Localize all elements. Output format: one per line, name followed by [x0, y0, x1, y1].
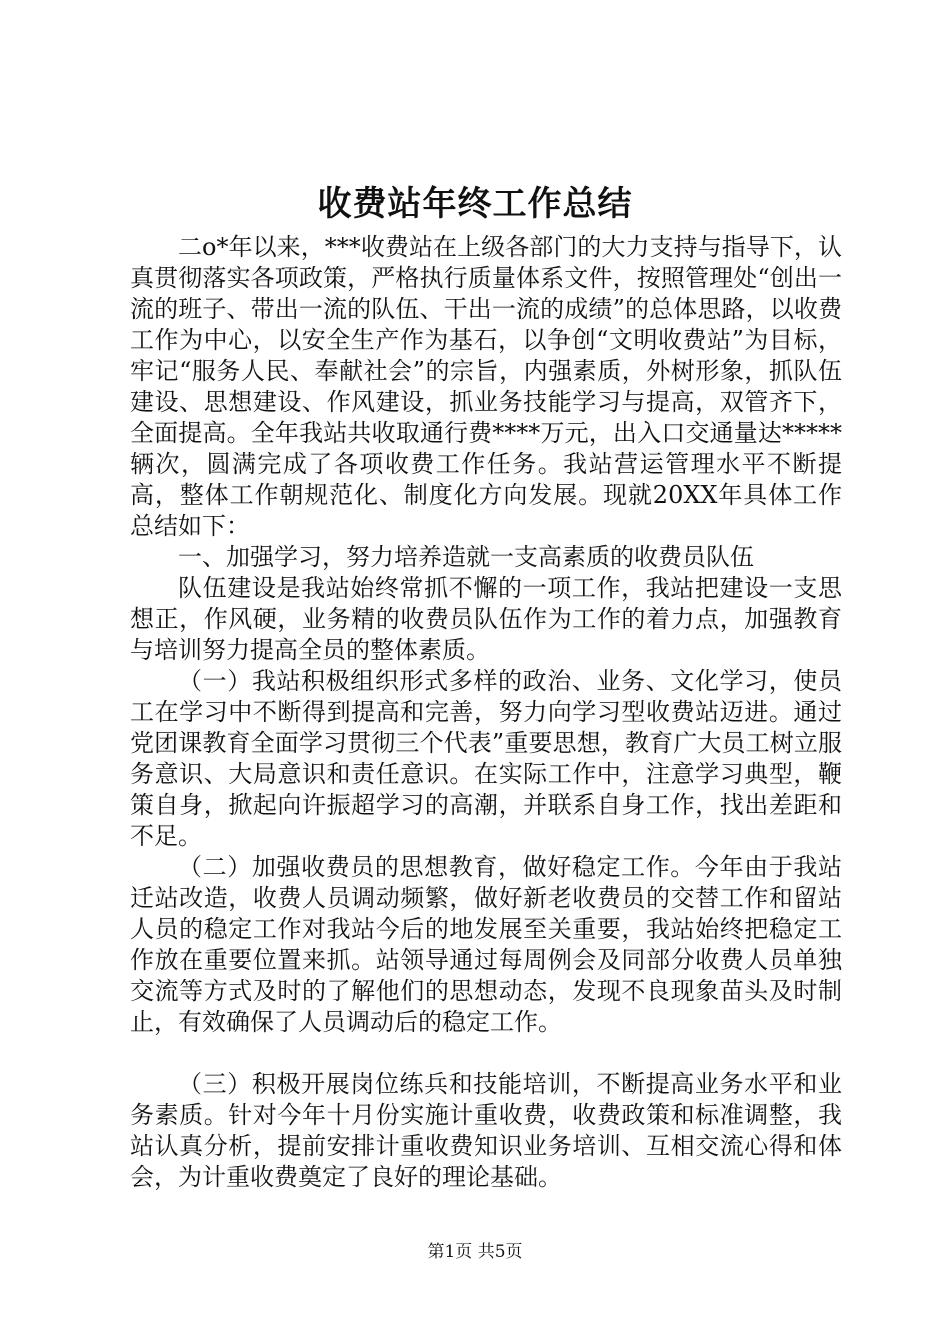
document-body [130, 232, 842, 1193]
paragraph-section-heading: 一、加强学习，努力培养造就一支高素质的收费员队伍 [178, 543, 754, 571]
paragraph-item-3: （三）积极开展岗位练兵和技能培训，不断提高业务水平和业务素质。针对今年十月份实施计重收费，收费政策和标准调整，我站认真分析，提前安排计重收费知识业务培训、互相交流心得和体会，为计重收费奠定了良好的理论基础。 [130, 1070, 842, 1191]
paragraph-team-building: 队伍建设是我站始终常抓不懈的一项工作，我站把建设一支思想正，作风硬，业务精的收费员队伍作为工作的着力点，加强教育与培训努力提高全员的整体素质。 [130, 574, 842, 664]
paragraph-item-1: （一）我站积极组织形式多样的政治、业务、文化学习，使员工在学习中不断得到提高和完善，努力向学习型收费站迈进。通过党团课教育全面学习贯彻三个代表”重要思想，教育广大员工树立服务意识、大局意识和责任意识。在实际工作中，注意学习典型，鞭策自身，掀起向许振超学习的高潮，并联系自身工作，找出差距和不足。 [130, 667, 842, 850]
paragraph-intro: 二o*年以来，***收费站在上级各部门的大力支持与指导下，认真贯彻落实各项政策，严格执行质量体系文件，按照管理处“创出一流的班子、带出一流的队伍、干出一流的成绩”的总体思路，以收费工作为中心，以安全生产作为基石，以争创“文明收费站”为目标，牢记“服务人民、奉献社会”的宗旨，内强素质，外树形象，抓队伍建设、思想建设、作风建设，抓业务技能学习与提高，双管齐下，全面提高。全年我站共收取通行费****万元，出入口交通量达*****辆次，圆满完成了各项收费工作任务。我站营运管理水平不断提高，整体工作朝规范化、制度化方向发展。现就20XX年具体工作总结如下： [130, 233, 842, 540]
page-number-footer: 第1页 共5页 [427, 1242, 523, 1262]
document-title: 收费站年终工作总结 [317, 184, 633, 224]
paragraph-item-2: （二）加强收费员的思想教育，做好稳定工作。今年由于我站迁站改造，收费人员调动频繁，做好新老收费员的交替工作和留站人员的稳定工作对我站今后的地发展至关重要，我站始终把稳定工作放在重要位置来抓。站领导通过每周例会及同部分收费人员单独交流等方式及时的了解他们的思想动态，发现不良现象苗头及时制止，有效确保了人员调动后的稳定工作。 [130, 853, 842, 1036]
